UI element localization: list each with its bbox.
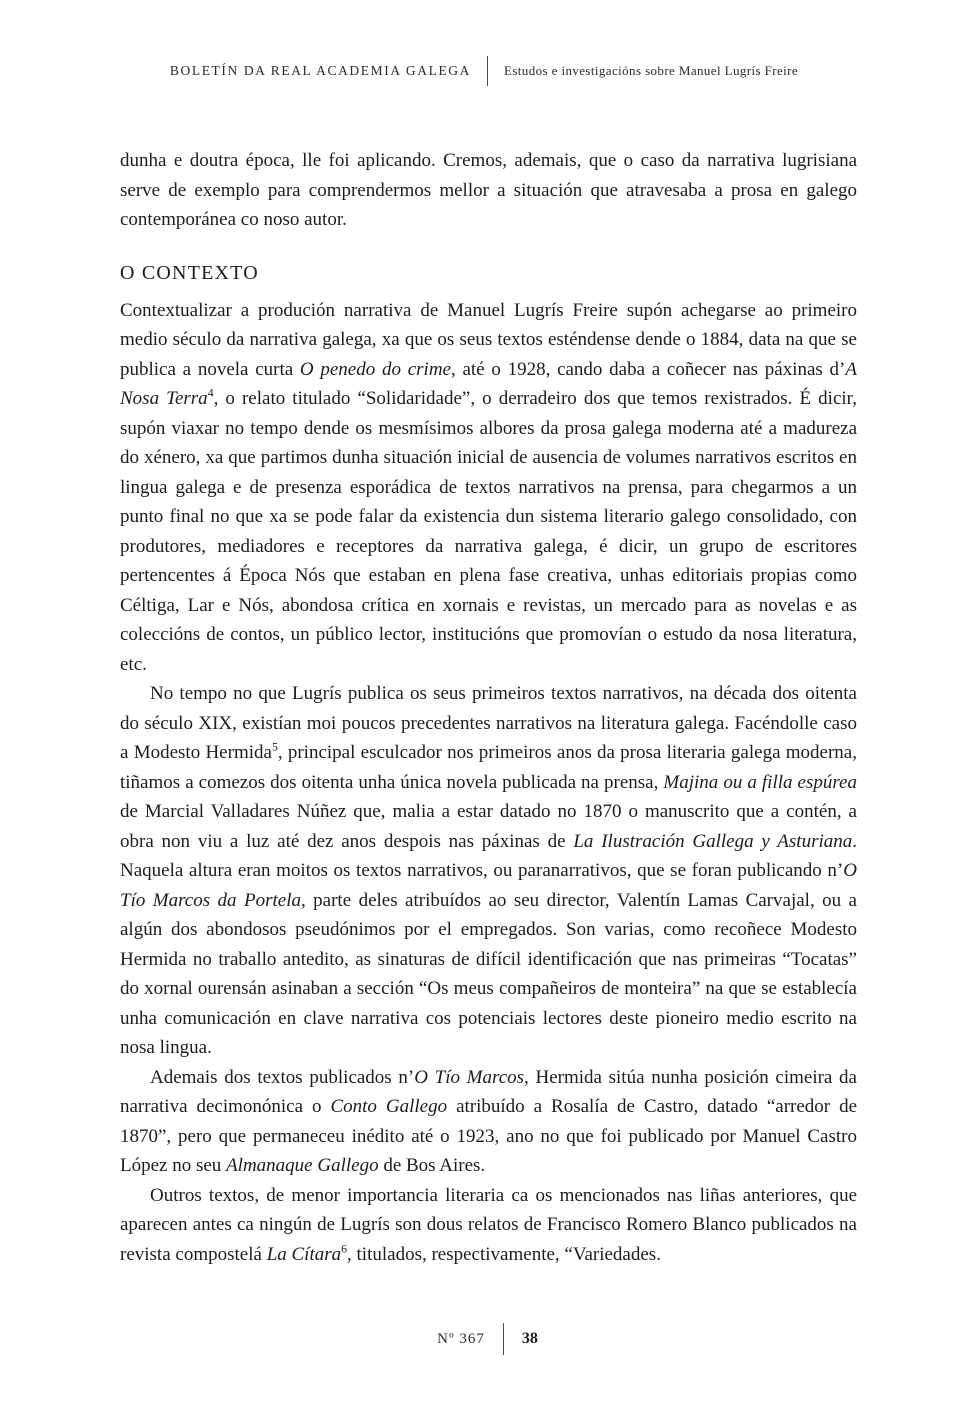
work-title-italic: A Nosa Terra bbox=[120, 358, 857, 409]
body-paragraph bbox=[120, 296, 857, 680]
text-run: Outros textos, de menor importancia literaria ca os mencionados nas liñas anteriores, que aparecen antes ca ningún de Lugrís son dous relatos de Francisco Romero Blanco publicados na revista compostelá bbox=[120, 1184, 857, 1265]
page-header bbox=[0, 56, 975, 86]
text-run: , Hermida sitúa nunha posición cimeira da narrativa decimonónica o bbox=[120, 1066, 857, 1117]
text-run: de Marcial Valladares Núñez que, malia a estar datado no 1870 o manuscrito que a contén, a obra non viu a luz até dez anos despois nas páxinas de bbox=[120, 801, 857, 852]
text-run: atribuído a Rosalía de Castro, datado “arredor de 1870”, pero que permaneceu inédito até o 1923, ano no que foi publicado por Manuel Castro López no seu bbox=[120, 1096, 858, 1176]
work-title-italic: O Tío Marcos da Portela bbox=[120, 860, 857, 911]
text-run: , o relato titulado “Solidaridade”, o derradeiro dos que temos rexistrados. É dicir, supón viaxar no tempo dende os mesmísimos albores da prosa galega moderna até a madureza do xénero, xa que partimos dunha situación inicial de ausencia de volumes narrativos escritos en lingua galega e de presenza esporádica de textos narrativos na prensa, para chegarmos a un punto final no que xa se pode falar da existencia dun sistema literario galego consolidado, con produtores, mediadores e receptores da narrativa galega, é dicir, un grupo de escritores pertencentes á Época Nós que estaban en plena fase creativa, unhas editoriais propias como Céltiga, Lar e Nós, abondosa crítica en xornais e revistas, un mercado para as novelas e as coleccións de contos, un público lector, institucións que promovían o estudo da nosa literatura, etc. bbox=[120, 388, 857, 675]
text-run: Contextualizar a produción narrativa de Manuel Lugrís Freire supón achegarse ao primeiro medio século da narrativa galega, xa que os seus textos esténdense dende o 1884, data na que se publica a novela curta bbox=[120, 299, 857, 380]
text-run: , até o 1928, cando daba a coñecer nas páxinas d’ bbox=[450, 358, 846, 380]
issue-number: Nº 367 bbox=[437, 1330, 485, 1347]
section-heading: O CONTEXTO bbox=[120, 261, 259, 284]
text-run: , principal esculcador nos primeiros anos da prosa literaria galega moderna, tiñamos a comezos dos oitenta unha única novela publicada na prensa, bbox=[120, 742, 857, 793]
work-title-italic: O Tío Marcos bbox=[414, 1066, 525, 1088]
article-body bbox=[120, 146, 857, 1269]
text-run: , parte deles atribuídos ao seu director, Valentín Lamas Carvajal, ou a algún dos abondosos pseudónimos por el empregados. Son varias, como recoñece Modesto Hermida no traballo antedito, as sinaturas de difícil identificación que nas primeiras “Tocatas” do xornal ourensán asinaban a sección “Os meus compañeiros de monteira” na que se establecía unha comunicación en clave narrativa cos potenciais lectores deste pioneiro medio escrito na nosa lingua. bbox=[120, 889, 857, 1058]
work-title-italic: Almanaque Gallego bbox=[226, 1155, 379, 1176]
footnote-reference: 4 bbox=[207, 386, 214, 400]
text-run: , titulados, respectivamente, “Variedades. bbox=[347, 1243, 661, 1265]
text-run: de Bos Aires. bbox=[378, 1155, 486, 1176]
page-number: 38 bbox=[521, 1330, 538, 1347]
text-run: No tempo no que Lugrís publica os seus primeiros textos narrativos, na década dos oitenta do século XIX, existían moi poucos precedentes narrativos na literatura galega. Facéndolle caso a Modesto Hermida bbox=[120, 683, 857, 763]
work-title-italic: Majina ou a filla espúrea bbox=[663, 771, 857, 793]
body-paragraph bbox=[120, 146, 857, 235]
page-footer bbox=[0, 1323, 975, 1355]
text-run: . Naquela altura eran moitos os textos narrativos, ou paranarrativos, que se foran publicando n’ bbox=[120, 830, 857, 881]
body-paragraph bbox=[120, 679, 857, 1063]
work-title-italic: O penedo do crime bbox=[299, 358, 451, 380]
body-paragraph bbox=[120, 1181, 857, 1270]
work-title-italic: La Ilustración Gallega y Asturiana bbox=[573, 830, 853, 852]
footnote-reference: 6 bbox=[341, 1242, 348, 1256]
work-title-italic: La Cítara bbox=[266, 1243, 342, 1265]
article-series-title: Estudos e investigacións sobre Manuel Lugrís Freire bbox=[504, 63, 799, 78]
work-title-italic: Conto Gallego bbox=[330, 1096, 448, 1117]
text-run: Ademais dos textos publicados n’ bbox=[150, 1066, 415, 1088]
body-paragraph bbox=[120, 1063, 857, 1181]
footnote-reference: 5 bbox=[271, 740, 278, 754]
journal-title: BOLETÍN DA REAL ACADEMIA GALEGA bbox=[169, 63, 471, 78]
text-run: dunha e doutra época, lle foi aplicando. Cremos, ademais, que o caso da narrativa lugrisiana serve de exemplo para comprendermos mellor a situación que atravesaba a prosa en galego contemporánea co noso autor. bbox=[120, 150, 857, 230]
